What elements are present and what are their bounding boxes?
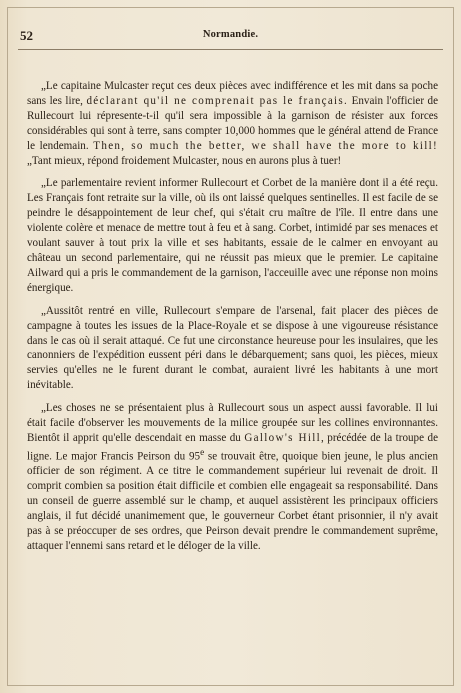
- running-title: Normandie.: [202, 29, 259, 40]
- paragraph-1-text-e: „Tant mieux, répond froidement Mulcaster, nous en aurons plus à tuer!: [27, 154, 342, 167]
- paragraph-1: [27, 79, 438, 168]
- paragraph-4-text-d: se trouvait être, quoique bien jeune, le plus ancien officier de son régiment. A ce titre le commandement supérieur lui revenait de droit. Il comprit combien sa position était difficile et combien elle engageait sa responsabilité. Dans un conseil de guerre assemblé sur le champ, et auquel assistèrent les principaux officiers anglais, il fut décidé unanimement que, le gouverneur Corbet étant prisonnier, il n'y avait pas à se préoccuper de ses ordres, que Peirson devait prendre le commandement suprême, attaquer l'ennemi sans retard et le déloger de la ville.: [27, 450, 438, 552]
- paragraph-4-superscript: e: [200, 447, 205, 458]
- header-rule: [18, 49, 443, 50]
- paragraph-4-text-a: „Les choses ne se présentaient plus à Rullecourt sous un aspect aussi favorable. Il lui était facile d'observer les mouvements de la milice groupée sur les collines environnantes. Bientôt il apprit qu'elle descendait en masse du: [27, 402, 438, 444]
- paragraph-3: „Aussitôt rentré en ville, Rullecourt s'empare de l'arsenal, fait placer des pièces de campagne à toutes les issues de la Place-Royale et se dispose à une vigoureuse résistance dans le cas où il serait attaqué. Ce fut une circonstance heureuse pour les insulaires, que les canonniers de l'expédition eussent péri dans le débarquement; sans quoi, les pièces, mieux servies qu'elles ne le furent durant le combat, auraient livré les habitants à une mort inévitable.: [27, 304, 438, 392]
- paragraph-1-text-a: „Le capitaine Mulcaster reçut ces deux pièces avec indifférence et les mit dans sa poche sans les lire,: [27, 80, 438, 107]
- paragraph-4-place-name: Gallow's Hill: [244, 431, 321, 444]
- paragraph-1-spaced-quote: déclarant qu'il ne comprenait pas le français.: [86, 94, 349, 107]
- paragraph-1-text-c: Envain l'officier de Rullecourt lui répresente-t-il qu'il sera impossible à la garnison de résister aux forces considérables qui sont à terre, sans compter 10,000 hommes que le général attend de France le lendemain.: [27, 94, 438, 152]
- paragraph-2: „Le parlementaire revient informer Rullecourt et Corbet de la manière dont il a été reçu. Les Français font retraite sur la ville, où ils ont laissé quelques sentinelles. Il est facile de se peindre le désappointement de leur chef, qui s'était cru maître de l'île. Il entre dans une violente colère et menace de mettre tout à feu et à sang. Corbet, intimidé par ses menaces et voulant sauver à tout prix la ville et ses habitants, essaie de le calmer en envoyant au château un second parlementaire, qui ne réussit pas mieux que le premier. Le capitaine Ailward qui a pris le commandement de la garnison, l'acceuille avec une réponse non moins énergique.: [27, 177, 438, 294]
- page-number: 52: [20, 28, 33, 43]
- page-header: [20, 28, 441, 44]
- paragraph-4-text-c: , précédée de la troupe de ligne. Le major Francis Peirson du 95: [27, 431, 438, 463]
- paragraph-1-english-quote: Then, so much the better, we shall have the more to kill!: [93, 139, 438, 152]
- paragraph-4: [27, 401, 438, 554]
- body-text: [27, 79, 438, 554]
